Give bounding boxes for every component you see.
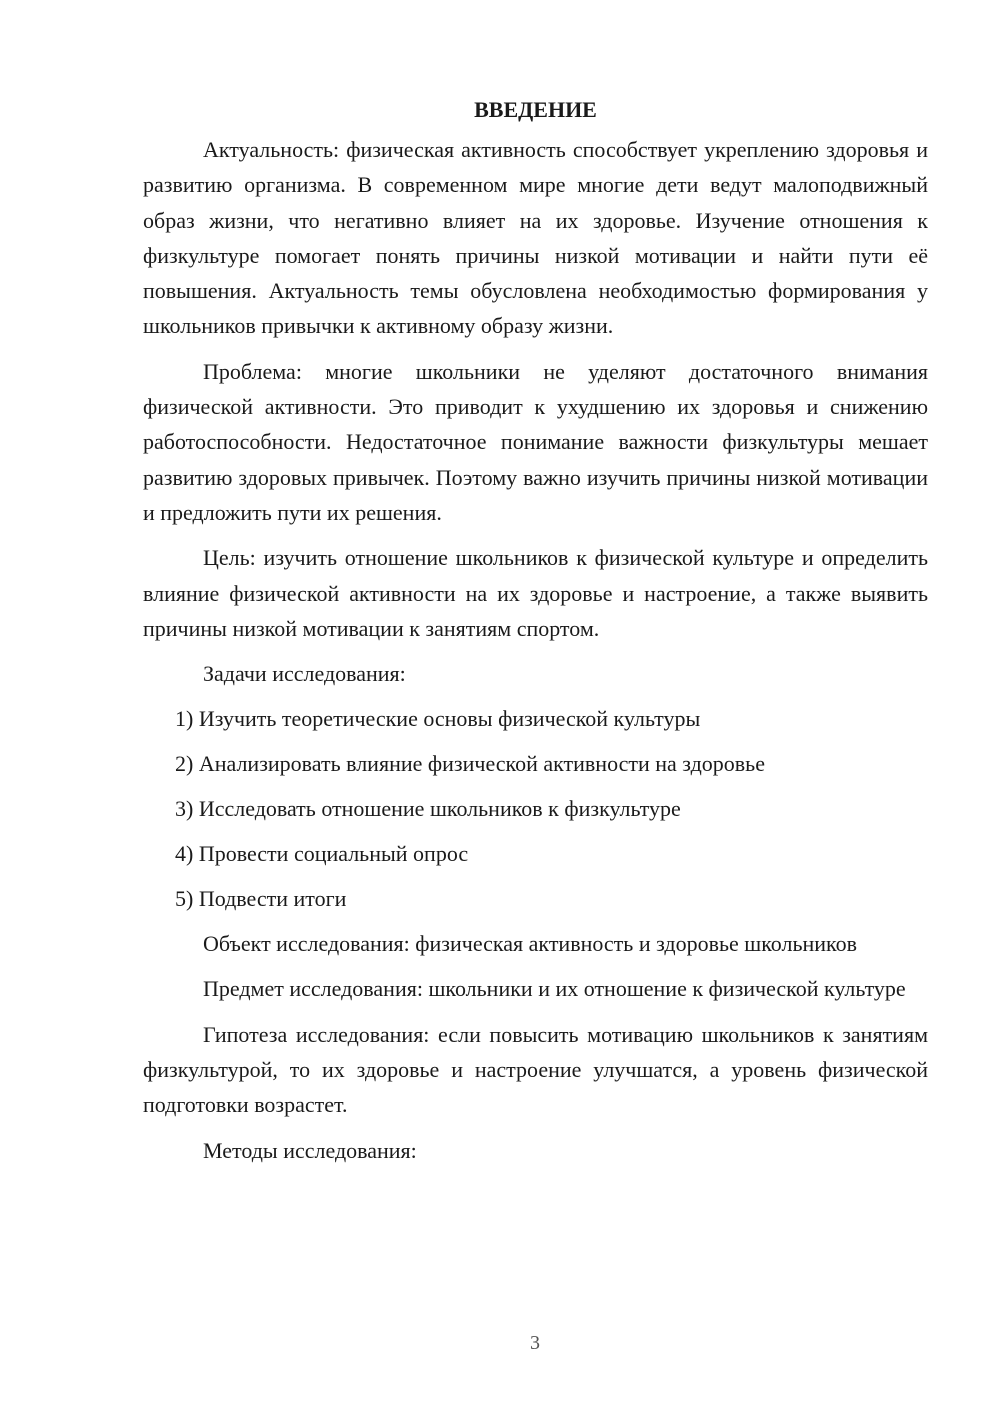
list-item: 4) Провести социальный опрос bbox=[175, 841, 469, 867]
goal-paragraph: Цель: изучить отношение школьников к физической культуре и определить влияние физической активности на их здоровье и настроение, а также выявить причины низкой мотивации к занятиям спортом. bbox=[143, 545, 928, 641]
tasks-heading: Задачи исследования: bbox=[203, 661, 406, 687]
page-title: ВВЕДЕНИЕ bbox=[474, 97, 597, 122]
tasks-list bbox=[143, 701, 928, 916]
problem-paragraph: Проблема: многие школьники не уделяют достаточного внимания физической активности. Это приводит к ухудшению их здоровья и снижению работоспособности. Недостаточное понимание важности физкультуры мешает развитию здоровых привычек. Поэтому важно изучить причины низкой мотивации и предложить пути их решения. bbox=[143, 358, 928, 525]
list-item: 3) Исследовать отношение школьников к физкультуре bbox=[175, 796, 681, 822]
object-paragraph: Объект исследования: физическая активность и здоровье школьников bbox=[203, 931, 858, 957]
list-item: 1) Изучить теоретические основы физической культуры bbox=[175, 706, 701, 732]
list-item: 5) Подвести итоги bbox=[175, 886, 347, 912]
relevance-paragraph: Актуальность: физическая активность способствует укреплению здоровья и развитию организма. В современном мире многие дети ведут малоподвижный образ жизни, что негативно влияет на их здоровье. Изучение отношения к физкультуре помогает понять причины низкой мотивации и найти пути её повышения. Актуальность темы обусловлена необходимостью формирования у школьников привычки к активному образу жизни. bbox=[143, 137, 928, 339]
document-page bbox=[143, 92, 928, 1178]
methods-heading: Методы исследования: bbox=[203, 1137, 417, 1163]
list-item: 2) Анализировать влияние физической активности на здоровье bbox=[175, 751, 765, 777]
hypothesis-paragraph: Гипотеза исследования: если повысить мотивацию школьников к занятиям физкультурой, то их здоровье и настроение улучшатся, а уровень физической подготовки возрастет. bbox=[143, 1021, 928, 1118]
subject-paragraph: Предмет исследования: школьники и их отношение к физической культуре bbox=[203, 976, 906, 1002]
page-number: 3 bbox=[530, 1332, 540, 1354]
